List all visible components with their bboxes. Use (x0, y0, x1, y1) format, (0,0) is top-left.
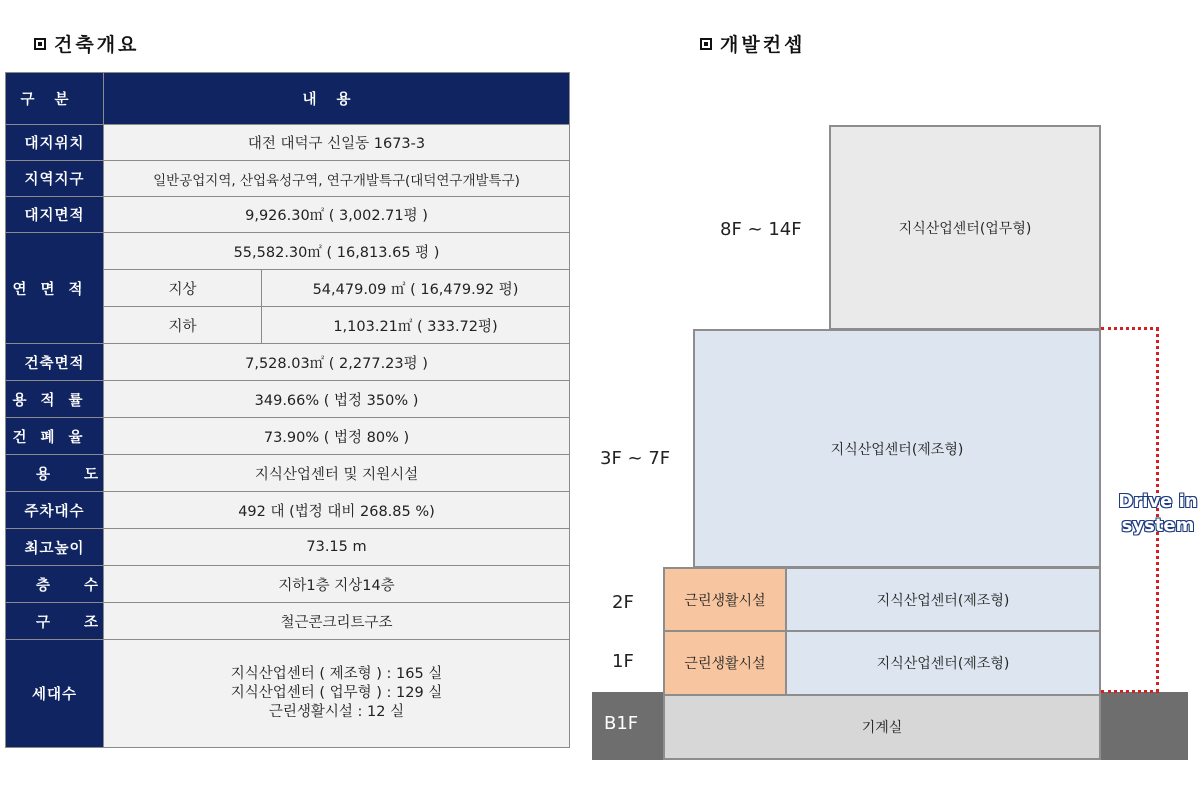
floor-label-2f: 2F (612, 592, 634, 613)
row-label-site-location: 대지위치 (6, 125, 104, 161)
overview-title: 건축개요 (34, 30, 139, 57)
row-value-structure: 철근콘크리트구조 (104, 603, 570, 640)
units-line-retail: 근린생활시설 : 12 실 (268, 704, 405, 720)
row-label-far: 용적률 (6, 381, 104, 418)
table-row (6, 125, 570, 161)
drive-in-line2: system (1121, 515, 1195, 536)
square-bullet-icon (34, 38, 46, 50)
header-content: 내용 (104, 73, 570, 125)
block-manufacturing-1f: 지식산업센터(제조형) (785, 630, 1101, 696)
row-value-units (104, 640, 570, 748)
floor-label-1f: 1F (612, 651, 634, 672)
row-label-site-area: 대지면적 (6, 197, 104, 233)
row-label-building-area: 건축면적 (6, 344, 104, 381)
table-row (6, 418, 570, 455)
table-row (6, 197, 570, 233)
row-label-structure: 구조 (6, 603, 104, 640)
row-sublabel-below-ground: 지하 (104, 307, 262, 344)
table-row (6, 455, 570, 492)
row-label-height: 최고높이 (6, 529, 104, 566)
block-retail-2f: 근린생활시설 (663, 567, 787, 632)
block-manufacturing-main: 지식산업센터(제조형) (693, 329, 1101, 568)
units-line-manufacturing: 지식산업센터 ( 제조형 ) : 165 실 (230, 666, 443, 682)
table-row (6, 381, 570, 418)
row-value-above-ground: 54,479.09 ㎡ ( 16,479.92 평) (262, 270, 570, 307)
row-sublabel-above-ground: 지상 (104, 270, 262, 307)
table-row (6, 492, 570, 529)
row-value-site-area: 9,926.30㎡ ( 3,002.71평 ) (104, 197, 570, 233)
table-row (6, 603, 570, 640)
row-value-building-area: 7,528.03㎡ ( 2,277.23평 ) (104, 344, 570, 381)
row-value-gross-area-total: 55,582.30㎡ ( 16,813.65 평 ) (104, 233, 570, 270)
row-label-units: 세대수 (6, 640, 104, 748)
square-bullet-icon (700, 38, 712, 50)
row-value-site-location: 대전 대덕구 신일동 1673-3 (104, 125, 570, 161)
table-row (6, 640, 570, 748)
row-value-far: 349.66% ( 법정 350% ) (104, 381, 570, 418)
table-header-row (6, 73, 570, 125)
row-value-parking: 492 대 (법정 대비 268.85 %) (104, 492, 570, 529)
row-label-gross-area: 연면적 (6, 233, 104, 344)
concept-title: 개발컨셉 (700, 30, 805, 57)
ground-right (1099, 692, 1188, 760)
drive-in-line1: Drive in (1118, 491, 1198, 512)
floor-label-b1f: B1F (604, 713, 639, 734)
row-value-use: 지식산업센터 및 지원시설 (104, 455, 570, 492)
drive-in-label (1113, 490, 1203, 538)
row-value-floors: 지하1층 지상14층 (104, 566, 570, 603)
row-value-height: 73.15 m (104, 529, 570, 566)
floor-label-3f-7f: 3F ~ 7F (600, 448, 671, 469)
header-category: 구분 (6, 73, 104, 125)
floor-label-8f-14f: 8F ~ 14F (720, 219, 802, 240)
block-mechanical-room: 기계실 (663, 694, 1101, 760)
overview-table (5, 72, 570, 748)
table-row (6, 566, 570, 603)
row-label-bcr: 건폐율 (6, 418, 104, 455)
table-row (6, 344, 570, 381)
row-label-parking: 주차대수 (6, 492, 104, 529)
units-line-office: 지식산업센터 ( 업무형 ) : 129 실 (230, 685, 443, 701)
block-retail-1f: 근린생활시설 (663, 630, 787, 696)
table-row (6, 161, 570, 197)
row-label-zoning: 지역지구 (6, 161, 104, 197)
block-office: 지식산업센터(업무형) (829, 125, 1101, 330)
row-label-floors: 층수 (6, 566, 104, 603)
table-row (6, 529, 570, 566)
row-value-below-ground: 1,103.21㎡ ( 333.72평) (262, 307, 570, 344)
block-manufacturing-2f: 지식산업센터(제조형) (785, 567, 1101, 632)
table-row (6, 233, 570, 270)
row-value-zoning: 일반공업지역, 산업육성구역, 연구개발특구(대덕연구개발특구) (104, 161, 570, 197)
row-label-use: 용도 (6, 455, 104, 492)
row-value-bcr: 73.90% ( 법정 80% ) (104, 418, 570, 455)
